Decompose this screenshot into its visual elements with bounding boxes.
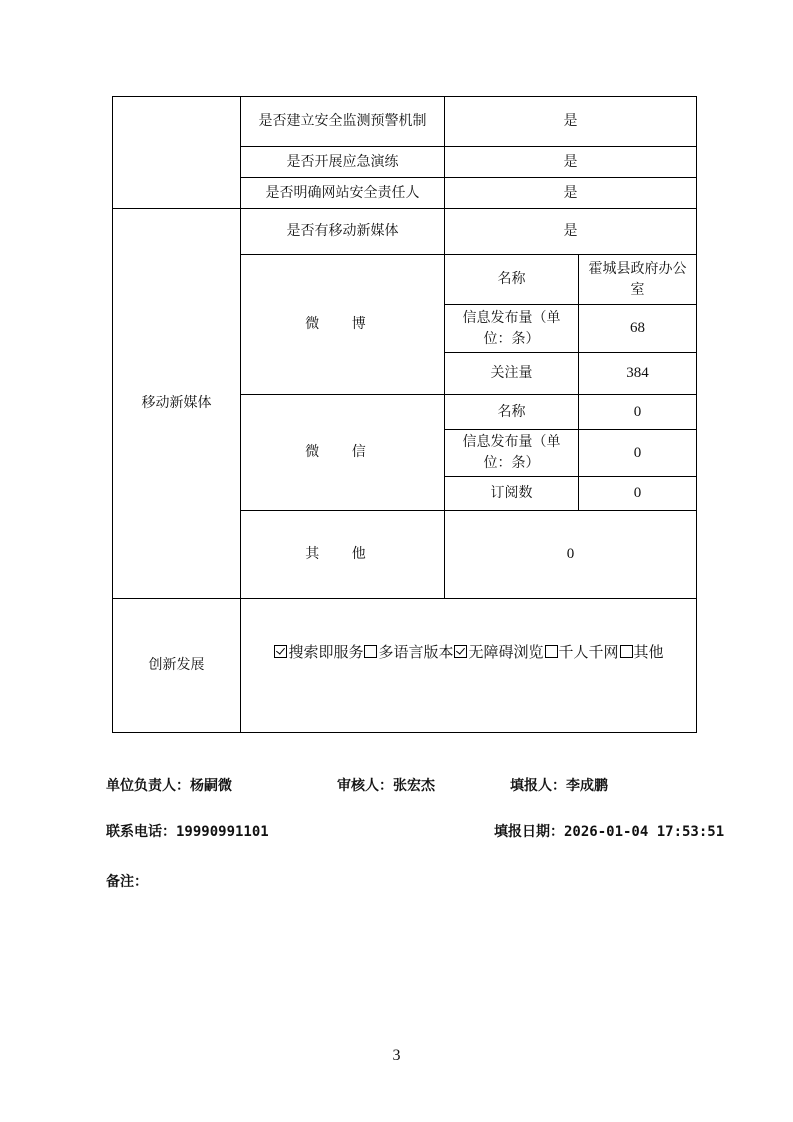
innovation-options-cell [241, 599, 697, 733]
report-table [112, 96, 697, 733]
monitoring-value: 是 [445, 97, 697, 147]
unchecked-checkbox-icon[interactable] [620, 645, 633, 658]
has-new-media-label: 是否有移动新媒体 [241, 209, 445, 255]
wechat-subscribers-value: 0 [579, 477, 697, 511]
weibo-posts-label: 信息发布量（单位：条） [445, 305, 579, 353]
unchecked-checkbox-icon[interactable] [545, 645, 558, 658]
innovation-option-label: 多语言版本 [378, 643, 454, 662]
date-value: 2026-01-04 17:53:51 [564, 824, 725, 840]
weibo-name-label: 名称 [445, 255, 579, 305]
innovation-option-label: 无障碍浏览 [468, 643, 544, 662]
innovation-checklist [273, 641, 663, 664]
weibo-followers-value: 384 [579, 353, 697, 395]
unchecked-checkbox-icon[interactable] [364, 645, 377, 658]
remarks-label: 备注： [106, 874, 148, 890]
security-section-cell [113, 97, 241, 209]
filler-line [510, 775, 608, 795]
page-number: 3 [392, 1047, 401, 1064]
has-new-media-value: 是 [445, 209, 697, 255]
wechat-posts-value: 0 [579, 430, 697, 477]
wechat-name-value: 0 [579, 395, 697, 430]
checked-checkbox-icon[interactable] [274, 645, 287, 658]
new-media-section-label: 移动新媒体 [113, 209, 241, 599]
date-line [494, 821, 724, 841]
wechat-name-label: 名称 [445, 395, 579, 430]
innovation-option-label: 搜索即服务 [288, 643, 364, 662]
unit-head-line [106, 775, 232, 795]
drill-value: 是 [445, 147, 697, 178]
responsible-value: 是 [445, 178, 697, 209]
date-label: 填报日期： [494, 824, 564, 840]
wechat-label: 微 信 [241, 395, 445, 511]
monitoring-label: 是否建立安全监测预警机制 [241, 97, 445, 147]
reviewer-value: 张宏杰 [393, 778, 435, 794]
reviewer-label: 审核人： [337, 778, 393, 794]
wechat-posts-label: 信息发布量（单位：条） [445, 430, 579, 477]
checked-checkbox-icon[interactable] [454, 645, 467, 658]
unit-head-label: 单位负责人： [106, 778, 190, 794]
other-value: 0 [445, 511, 697, 599]
other-label: 其 他 [241, 511, 445, 599]
wechat-subscribers-label: 订阅数 [445, 477, 579, 511]
filler-value: 李成鹏 [566, 778, 608, 794]
weibo-posts-value: 68 [579, 305, 697, 353]
innovation-label: 创新发展 [113, 599, 241, 733]
responsible-label: 是否明确网站安全责任人 [241, 178, 445, 209]
weibo-label: 微 博 [241, 255, 445, 395]
weibo-name-value: 霍城县政府办公室 [579, 255, 697, 305]
remarks-line [106, 871, 148, 891]
unit-head-value: 杨嗣微 [190, 778, 232, 794]
drill-label: 是否开展应急演练 [241, 147, 445, 178]
innovation-option-label: 千人千网 [558, 643, 619, 662]
phone-value: 19990991101 [176, 824, 269, 840]
phone-line [106, 821, 269, 841]
filler-label: 填报人： [510, 778, 566, 794]
weibo-followers-label: 关注量 [445, 353, 579, 395]
phone-label: 联系电话： [106, 824, 176, 840]
reviewer-line [337, 775, 435, 795]
innovation-option-label: 其他 [633, 643, 664, 662]
